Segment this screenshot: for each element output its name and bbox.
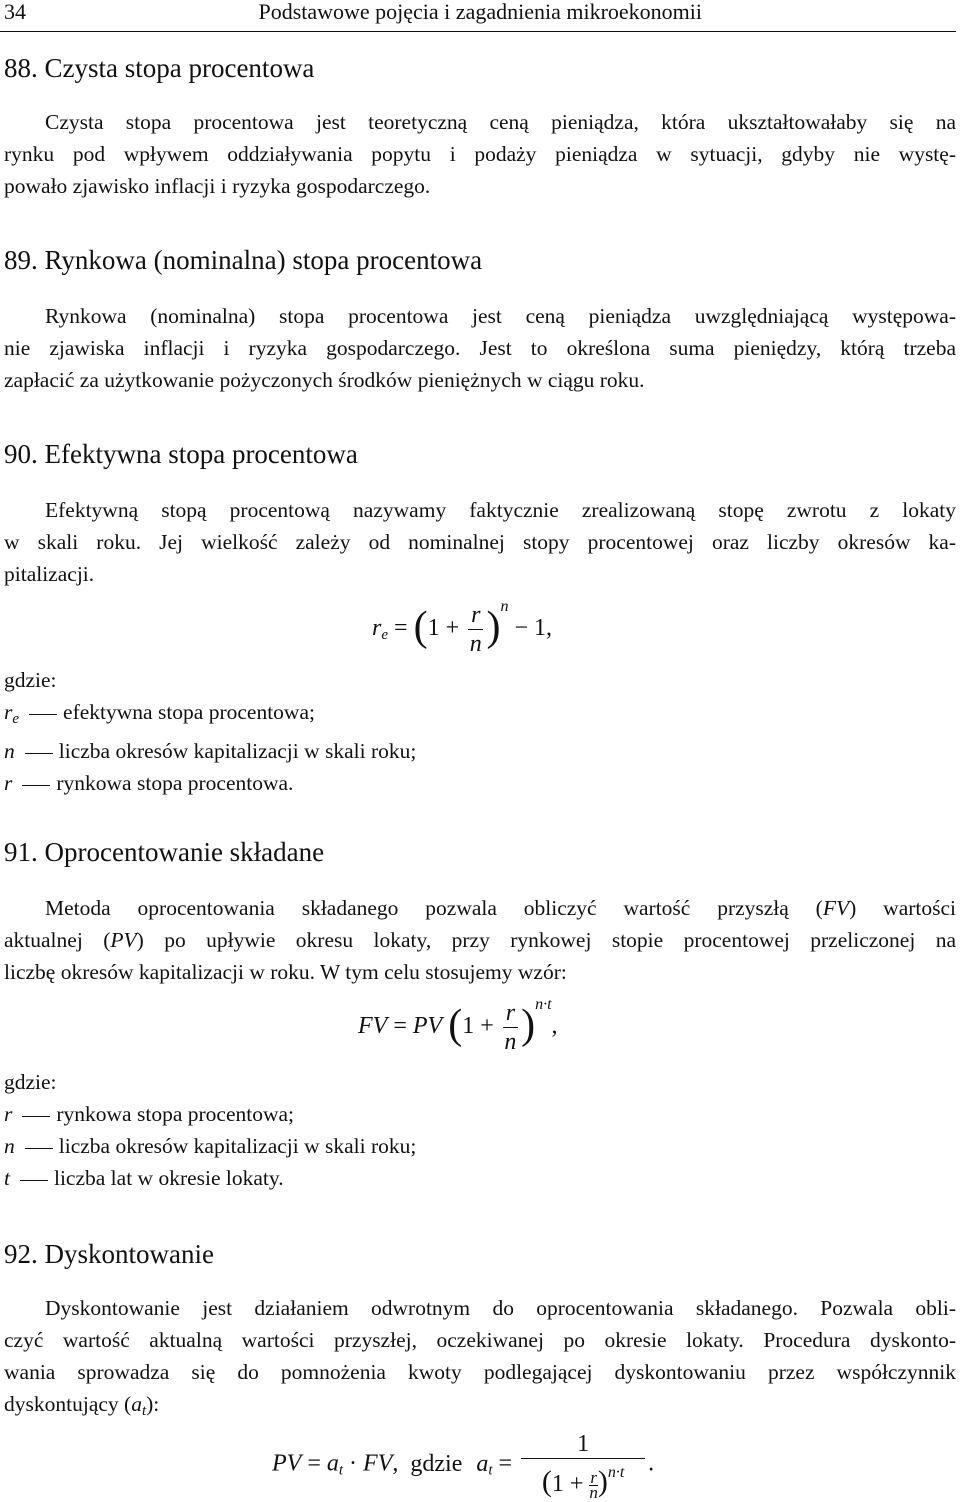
section-heading-89: 89. Rynkowa (nominalna) stopa procentowa bbox=[4, 245, 483, 275]
text-line: w skali roku. Jej wielkość zależy od nominalnej stopy procentowej oraz liczby okresów ka- bbox=[4, 530, 956, 554]
page-number: 34 bbox=[4, 0, 26, 24]
definition-row: n liczba okresów kapitalizacji w skali roku; bbox=[4, 1134, 417, 1158]
paragraph-89 bbox=[4, 300, 956, 396]
section-heading-90: 90. Efektywna stopa procentowa bbox=[4, 439, 358, 469]
paragraph-90 bbox=[4, 494, 956, 590]
definitions-91 bbox=[4, 1066, 416, 1194]
definition-row: r rynkowa stopa procentowa. bbox=[4, 771, 294, 795]
gdzie-label: gdzie: bbox=[4, 668, 57, 692]
text-line: powało zjawisko inflacji i ryzyka gospodarczego. bbox=[4, 174, 431, 198]
gdzie-word: gdzie bbox=[410, 1450, 463, 1477]
text-line: Metoda oprocentowania składanego pozwala obliczyć wartość przyszłą (FV) wartości bbox=[45, 896, 956, 920]
paragraph-91 bbox=[4, 892, 956, 988]
formula-future-value: FV = PV (1 + $\frac{r}{n}$ )$^{n\cdot t}$, bbox=[358, 996, 558, 1055]
header-rule bbox=[0, 31, 956, 32]
running-title: Podstawowe pojęcia i zagadnienia mikroekonomii bbox=[258, 0, 702, 24]
definition-row: r rynkowa stopa procentowa; bbox=[4, 1102, 294, 1126]
text-line: Czysta stopa procentowa jest teoretyczną ceną pieniądza, która ukształtowałaby się na bbox=[45, 110, 956, 134]
text-line: liczbę okresów kapitalizacji w roku. W tym celu stosujemy wzór: bbox=[4, 960, 567, 984]
page-header bbox=[4, 0, 956, 24]
paragraph-88 bbox=[4, 106, 956, 202]
text-line: czyć wartość aktualną wartości przyszłej, oczekiwanej po okresie lokaty. Procedura dyskonto- bbox=[4, 1328, 956, 1352]
definitions-90 bbox=[4, 664, 416, 799]
text-line: zapłacić za użytkowanie pożyczonych środków pieniężnych w ciągu roku. bbox=[4, 368, 645, 392]
definition-row: $r_e$ efektywna stopa procentowa; bbox=[4, 700, 315, 727]
text-line: aktualnej (PV) po upływie okresu lokaty, przy rynkowej stopie procentowej przeliczonej na bbox=[4, 928, 956, 952]
formula-discount: PV = $a_t$ · FV, gdzie $a_t$ = 1 (1 + $\frac{r}{n}$ )$^{n\cdot t}$ . bbox=[272, 1431, 655, 1502]
section-heading-91: 91. Oprocentowanie składane bbox=[4, 837, 325, 867]
text-line: rynku pod wpływem oddziaływania popytu i podaży pieniądza w sytuacji, gdyby nie wystę- bbox=[4, 142, 956, 166]
text-line: nie zjawiska inflacji i ryzyka gospodarczego. Jest to określona suma pieniędzy, którą trzeba bbox=[4, 336, 956, 360]
text-line: Rynkowa (nominalna) stopa procentowa jest ceną pieniądza uwzględniającą występowa- bbox=[45, 304, 956, 328]
section-heading-88: 88. Czysta stopa procentowa bbox=[4, 53, 315, 83]
gdzie-label: gdzie: bbox=[4, 1070, 57, 1094]
text-line: pitalizacji. bbox=[4, 562, 95, 586]
text-line: Efektywną stopą procentową nazywamy faktycznie zrealizowaną stopę zwrotu z lokaty bbox=[45, 498, 956, 522]
definition-row: t liczba lat w okresie lokaty. bbox=[4, 1166, 284, 1190]
paragraph-92 bbox=[4, 1292, 956, 1427]
definition-row: n liczba okresów kapitalizacji w skali roku; bbox=[4, 739, 417, 763]
text-line: Dyskontowanie jest działaniem odwrotnym do oprocentowania składanego. Pozwala obli- bbox=[45, 1296, 956, 1320]
text-line: wania sprowadza się do pomnożenia kwoty podlegającej dyskontowaniu przez współczynnik bbox=[4, 1360, 956, 1384]
section-heading-92: 92. Dyskontowanie bbox=[4, 1239, 214, 1269]
text-line: dyskontujący $(a_t)$: bbox=[4, 1392, 160, 1419]
formula-effective-rate: $r_e = (1$ + $\frac{r}{n}$ )$^n$ − 1, bbox=[372, 598, 552, 657]
